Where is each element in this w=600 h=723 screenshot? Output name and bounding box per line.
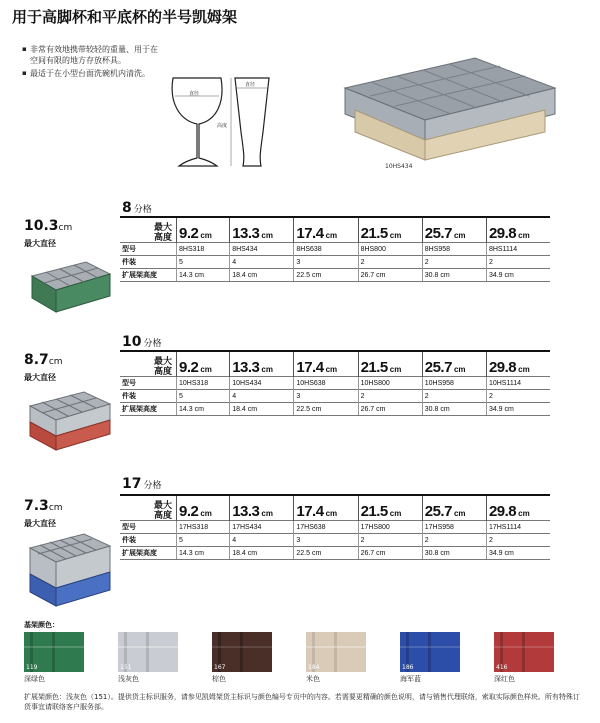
max-height-label: 最大 高度	[120, 217, 177, 243]
height-header: 29.8 cm	[486, 217, 550, 243]
feature-bullet: ▪ 非常有效地携带较轻的重量、用于在空间有限的地方存放杯具。	[22, 44, 162, 66]
spec-table	[120, 494, 550, 560]
height-header: 9.2 cm	[177, 351, 230, 377]
height-header: 21.5 cm	[358, 495, 422, 521]
compartment-count: 8 分格	[122, 200, 152, 216]
swatch-code: 167	[214, 664, 226, 671]
max-height-label: 最大 高度	[120, 351, 177, 377]
swatch-code: 186	[402, 664, 414, 671]
max-height-label: 最大 高度	[120, 495, 177, 521]
footnote: 扩展架颜色：浅灰色（151）。提供货主标识服务，请参见凯姆架货主标识与颜色编号专页中的内容。若需要更精确的颜色说明，请与销售代理联络，索取实际颜色样块。所有特殊订货事宜请联络客户服务部。	[24, 693, 580, 711]
feature-bullet: ▪ 最适于在小型台面洗碗机内清洗。	[22, 68, 162, 79]
swatch-name: 深绿色	[24, 675, 45, 683]
color-swatch	[494, 632, 554, 672]
color-swatch	[306, 632, 366, 672]
color-swatch	[212, 632, 272, 672]
height-header: 17.4 cm	[294, 351, 358, 377]
color-swatch	[400, 632, 460, 672]
compartment-count: 10 分格	[122, 334, 162, 350]
table-row: 型号 8HS318 8HS434 8HS638 8HS800 8HS958 8HS1114	[120, 243, 550, 256]
max-diameter-label: 最大直径	[24, 373, 56, 382]
compartment-count: 17 分格	[122, 476, 162, 492]
height-header: 9.2 cm	[177, 495, 230, 521]
swatch-name: 浅灰色	[118, 675, 139, 683]
product-code-label: 10HS434	[385, 163, 413, 170]
height-header: 25.7 cm	[422, 495, 486, 521]
glass-diagram	[165, 72, 280, 172]
rack-image	[28, 256, 114, 318]
height-header: 13.3 cm	[230, 217, 294, 243]
color-swatch	[24, 632, 84, 672]
table-row: 件装 5 4 3 2 2 2	[120, 390, 550, 403]
swatch-name: 海军蓝	[400, 675, 421, 683]
swatch-code: 151	[120, 664, 132, 671]
height-header: 21.5 cm	[358, 351, 422, 377]
spec-table	[120, 216, 550, 282]
max-diameter: 8.7cm	[24, 352, 63, 368]
height-header: 25.7 cm	[422, 351, 486, 377]
height-header: 17.4 cm	[294, 217, 358, 243]
max-diameter: 10.3cm	[24, 218, 73, 234]
color-swatch	[118, 632, 178, 672]
table-row: 件装 5 4 3 2 2 2	[120, 256, 550, 269]
height-header: 29.8 cm	[486, 351, 550, 377]
diameter-label: 直径	[189, 91, 200, 97]
table-row: 型号 17HS318 17HS434 17HS638 17HS800 17HS958 17HS1114	[120, 521, 550, 534]
height-header: 13.3 cm	[230, 495, 294, 521]
height-label: 高度	[217, 123, 228, 129]
spec-table	[120, 350, 550, 416]
height-header: 9.2 cm	[177, 217, 230, 243]
swatch-code: 119	[26, 664, 38, 671]
table-row: 扩展架高度 14.3 cm 18.4 cm 22.5 cm 26.7 cm 30.8 cm 34.9 cm	[120, 403, 550, 416]
table-row: 扩展架高度 14.3 cm 18.4 cm 22.5 cm 26.7 cm 30.8 cm 34.9 cm	[120, 269, 550, 282]
height-header: 17.4 cm	[294, 495, 358, 521]
feature-list	[22, 44, 162, 81]
diameter-label: 直径	[245, 82, 256, 88]
max-diameter: 7.3cm	[24, 498, 63, 514]
rack-photo	[335, 48, 565, 163]
rack-image	[26, 388, 114, 454]
base-colors-title: 基架颜色：	[24, 621, 59, 629]
height-header: 21.5 cm	[358, 217, 422, 243]
swatch-name: 米色	[306, 675, 320, 683]
rack-image	[26, 530, 114, 610]
page-title: 用于高脚杯和平底杯的半号凯姆架	[12, 8, 238, 26]
swatch-code: 184	[308, 664, 320, 671]
table-row: 件装 5 4 3 2 2 2	[120, 534, 550, 547]
height-header: 25.7 cm	[422, 217, 486, 243]
height-header: 29.8 cm	[486, 495, 550, 521]
height-header: 13.3 cm	[230, 351, 294, 377]
max-diameter-label: 最大直径	[24, 519, 56, 528]
swatch-name: 深红色	[494, 675, 515, 683]
table-row: 型号 10HS318 10HS434 10HS638 10HS800 10HS958 10HS1114	[120, 377, 550, 390]
table-row: 扩展架高度 14.3 cm 18.4 cm 22.5 cm 26.7 cm 30.8 cm 34.9 cm	[120, 547, 550, 560]
max-diameter-label: 最大直径	[24, 239, 56, 248]
swatch-name: 棕色	[212, 675, 226, 683]
swatch-code: 416	[496, 664, 508, 671]
